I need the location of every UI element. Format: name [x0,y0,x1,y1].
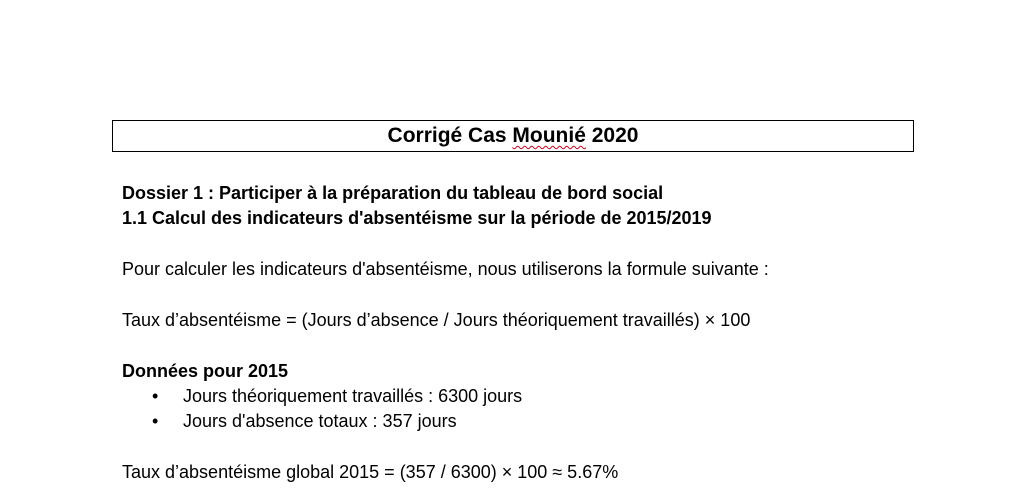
dossier-heading: Dossier 1 : Participer à la préparation du tableau de bord social [122,183,664,203]
bullet-dot-icon: • [152,386,159,406]
bullet-dot-icon: • [152,411,159,431]
result-2015-line: Taux d’absentéisme global 2015 = (357 / 6300) × 100 ≈ 5.67% [122,462,619,482]
list-item: Jours d'absence totaux : 357 jours [183,411,457,431]
title-suffix: 2020 [585,124,639,147]
document-title [112,120,914,152]
title-prefix: Corrigé Cas [387,124,513,147]
intro-paragraph: Pour calculer les indicateurs d'absentéisme, nous utiliserons la formule suivante : [122,259,769,279]
formula-line: Taux d’absentéisme = (Jours d’absence / Jours théoriquement travaillés) × 100 [122,310,751,330]
title-flagged-word: Mounié [512,124,586,147]
data-2015-heading: Données pour 2015 [122,361,289,381]
list-item: Jours théoriquement travaillés : 6300 jours [183,386,523,406]
section-heading: 1.1 Calcul des indicateurs d'absentéisme sur la période de 2015/2019 [122,208,712,228]
